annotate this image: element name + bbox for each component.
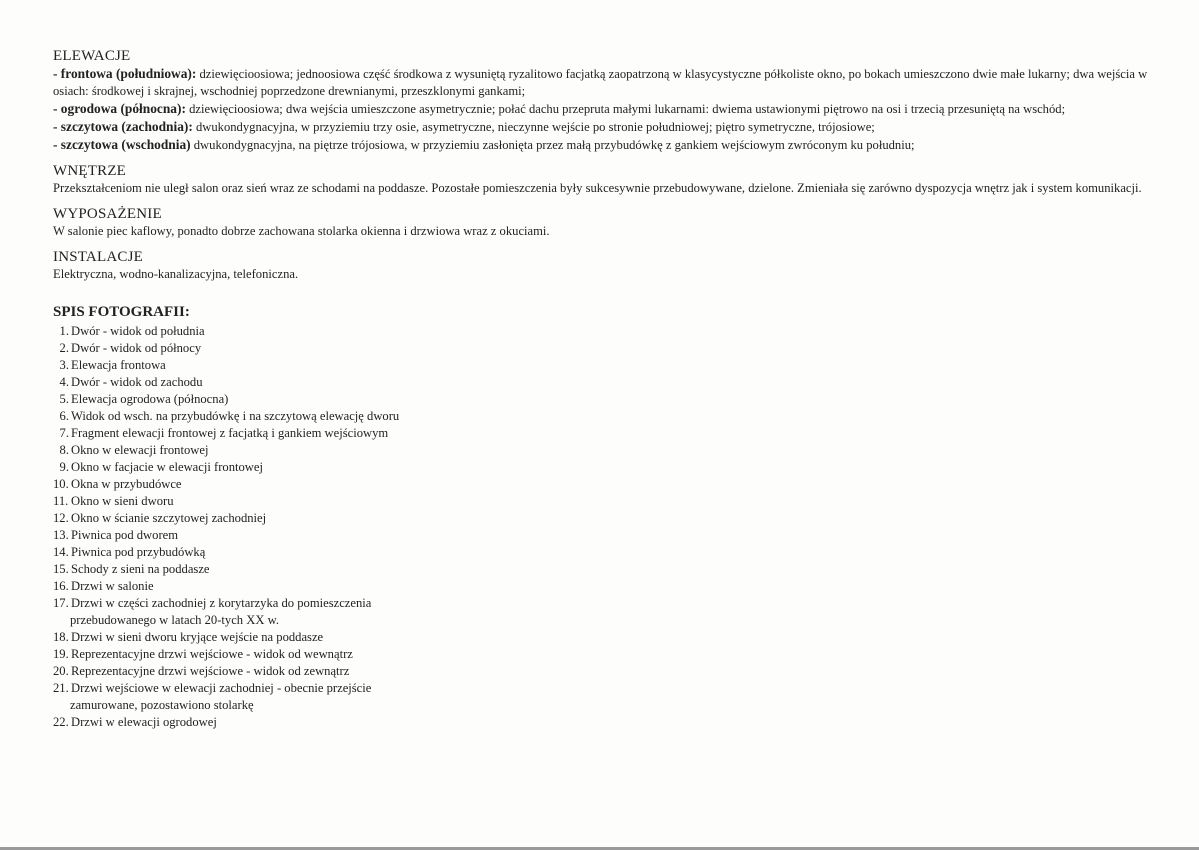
list-item: 11. Okno w sieni dworu	[53, 494, 174, 508]
photo-list	[53, 323, 1159, 731]
list-item: 18. Drzwi w sieni dworu kryjące wejście na poddasze	[53, 630, 324, 644]
elewacja-frontowa	[53, 65, 1159, 100]
list-item: 21. Drzwi wejściowe w elewacji zachodniej - obecnie przejście zamurowane, pozostawiono stolarkę	[53, 681, 372, 712]
elewacja-label: - szczytowa (wschodnia)	[53, 137, 191, 152]
section-instalacje	[53, 249, 1159, 283]
list-item: 17. Drzwi w części zachodniej z korytarzyka do pomieszczenia przebudowanego w latach 20-tych XX w.	[53, 596, 372, 627]
list-item: 9. Okno w facjacie w elewacji frontowej	[59, 460, 263, 474]
section-title-elewacje: ELEWACJE	[53, 48, 131, 64]
list-item: 15. Schody z sieni na poddasze	[53, 562, 210, 576]
list-item: 2. Dwór - widok od północy	[59, 341, 202, 355]
list-item: 1. Dwór - widok od południa	[59, 324, 205, 338]
elewacja-label: - frontowa (południowa):	[53, 66, 197, 81]
list-item: 12. Okno w ścianie szczytowej zachodniej	[53, 511, 267, 525]
list-item: 20. Reprezentacyjne drzwi wejściowe - widok od zewnątrz	[53, 664, 350, 678]
section-title-instalacje: INSTALACJE	[53, 249, 143, 265]
elewacja-text: dwukondygnacyjna, w przyziemiu trzy osie, asymetryczne, nieczynne wejście po stronie południowej; piętro symetryczne, trójosiowe;	[192, 120, 875, 134]
elewacja-label: - szczytowa (zachodnia):	[53, 119, 193, 134]
list-item: 19. Reprezentacyjne drzwi wejściowe - widok od wewnątrz	[53, 647, 353, 661]
elewacja-text: dwukondygnacyjna, na piętrze trójosiowa, w przyziemiu zasłonięta przez małą przybudówkę z gankiem wejściowym zwróconym ku południu;	[190, 138, 915, 152]
list-item: 5. Elewacja ogrodowa (północna)	[59, 392, 229, 406]
section-elewacje	[53, 48, 1159, 154]
section-title-spis: SPIS FOTOGRAFII:	[53, 304, 190, 320]
list-item: 22. Drzwi w elewacji ogrodowej	[53, 715, 217, 729]
section-spis-fotografii	[53, 303, 1159, 731]
section-wnetrze	[53, 163, 1159, 197]
list-item: 16. Drzwi w salonie	[53, 579, 154, 593]
elewacja-wschodnia	[53, 136, 1159, 154]
list-item: 13. Piwnica pod dworem	[53, 528, 179, 542]
instalacje-text: Elektryczna, wodno-kanalizacyjna, telefoniczna.	[53, 267, 299, 281]
elewacja-label: - ogrodowa (północna):	[53, 101, 186, 116]
section-title-wnetrze: WNĘTRZE	[53, 163, 127, 179]
wyposazenie-text: W salonie piec kaflowy, ponadto dobrze zachowana stolarka okienna i drzwiowa wraz z okuciami.	[53, 224, 550, 238]
wnetrze-text: Przekształceniom nie uległ salon oraz sień wraz ze schodami na poddasze. Pozostałe pomieszczenia były sukcesywnie przebudowywane, dzielone. Zmieniała się zarówno dyspozycja wnętrz jak i system komunikacji.	[53, 181, 1142, 195]
section-title-wyposazenie: WYPOSAŻENIE	[53, 206, 162, 222]
list-item: 4. Dwór - widok od zachodu	[59, 375, 203, 389]
elewacja-text: dziewięcioosiowa; jednoosiowa część środkowa z wysuniętą ryzalitowo facjatką zaopatrzoną w klasycystyczne półkoliste okno, po bokach umieszczono dwie małe lukarny; dwa wejścia w osiach: środkowej i skrajnej, wschodniej poprzedzone drewnianymi, przeszklonymi gankami;	[53, 67, 1148, 98]
list-item: 14. Piwnica pod przybudówką	[53, 545, 206, 559]
list-item: 8. Okno w elewacji frontowej	[59, 443, 209, 457]
list-item: 7. Fragment elewacji frontowej z facjatką i gankiem wejściowym	[59, 426, 389, 440]
list-item: 3. Elewacja frontowa	[59, 358, 166, 372]
list-item: 10. Okna w przybudówce	[53, 477, 182, 491]
list-item: 6. Widok od wsch. na przybudówkę i na szczytową elewację dworu	[59, 409, 400, 423]
elewacja-ogrodowa	[53, 100, 1159, 118]
elewacja-zachodnia	[53, 118, 1159, 136]
section-wyposazenie	[53, 206, 1159, 240]
elewacja-text: dziewięcioosiowa; dwa wejścia umieszczone asymetrycznie; połać dachu przeprutа małymi lukarnami: dwiema ustawionymi piętrowo na osi i trzecią przesuniętą na wschód;	[185, 102, 1066, 116]
